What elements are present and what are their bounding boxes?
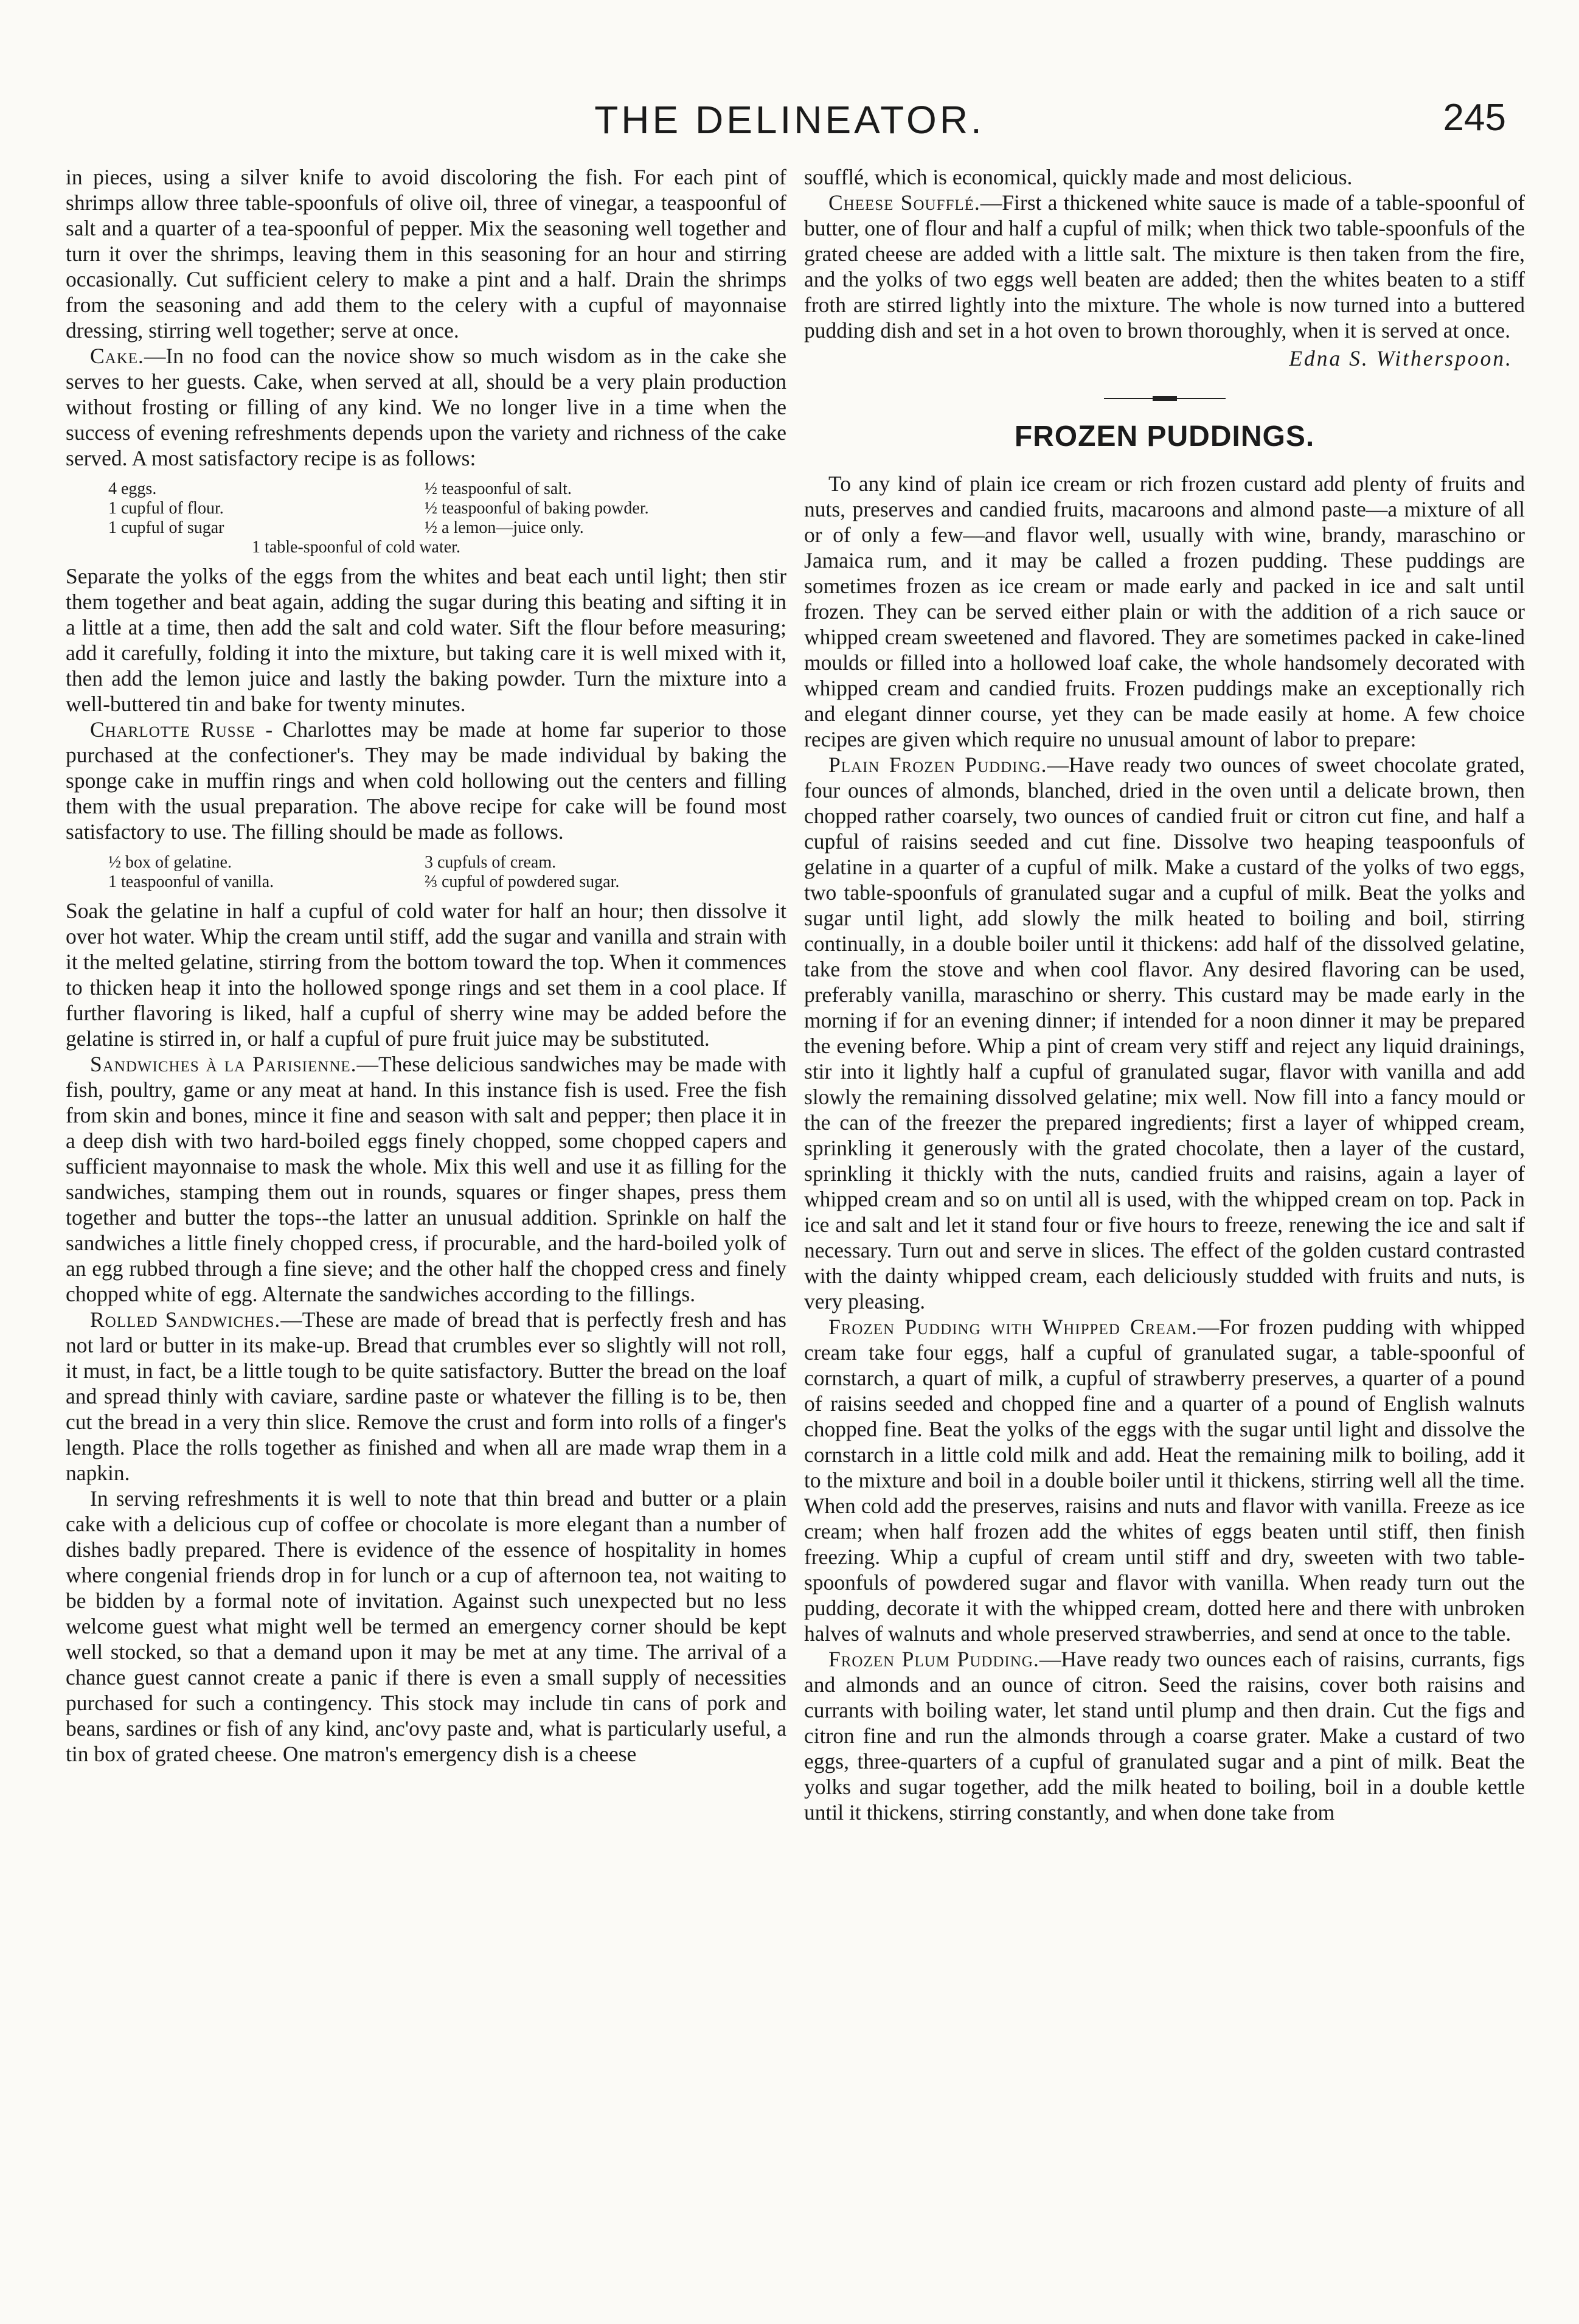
paragraph-souffle: soufflé, which is economical, quickly made and most delicious. bbox=[804, 165, 1353, 189]
cake-text: —In no food can the novice show so much wisdom as in the cake she serves to her guests. Cake, when served at all, should be a very plain production without frosting or filling of any kind. We no longer live in a time when the success of evening refreshments depends upon the variety and richness of the cake served. A most satisfactory recipe is as follows: bbox=[66, 344, 786, 470]
charlotte-label: Charlotte Russe bbox=[90, 717, 255, 742]
paragraph-separate: Separate the yolks of the eggs from the whites and beat each until light; then stir them together and beat again, adding the sugar during this beating and sifting it in a little at a time, then add the salt and cold water. Sift the flour before measuring; add it carefully, folding it into the mixture, but taking care it is well mixed with it, then add the lemon juice and lastly the baking powder. Turn the mixture into a well-buttered tin and bake for twenty minutes. bbox=[66, 564, 786, 716]
ingredient: 4 eggs. bbox=[108, 479, 157, 498]
plain-label: Plain Frozen Pudding. bbox=[828, 753, 1047, 777]
rolled-label: Rolled Sandwiches. bbox=[90, 1307, 281, 1332]
paragraph-whipped-cream bbox=[804, 1314, 1525, 1646]
ingredient: 1 table-spoonful of cold water. bbox=[252, 538, 460, 557]
page-header bbox=[67, 91, 1512, 146]
right-column bbox=[804, 164, 1525, 1825]
sandwiches-label: Sandwiches à la Parisienne. bbox=[90, 1052, 357, 1076]
charlotte-ingredients-list bbox=[66, 844, 786, 898]
ingredient: ½ box of gelatine. bbox=[108, 853, 232, 872]
ingredient: ⅔ cupful of powdered sugar. bbox=[425, 872, 620, 891]
plum-text: —Have ready two ounces each of raisins, currants, figs and almonds and an ounce of citron. Seed the raisins, cover both raisins and currants with boiling water, let stand until plump and then drain. Cut the figs and citron fine and run the almonds through a coarse grater. Make a custard of two eggs, three-quarters of a cupful of granulated sugar and a pint of milk. Beat the yolks and sugar together, add the milk heated to boiling, boil in a double kettle until it thickens, stirring constantly, and when done take from bbox=[804, 1647, 1525, 1825]
cheese-text: —First a thickened white sauce is made of a table-spoonful of butter, one of flour and half a cupful of milk; when thick two table-spoonfuls of the grated cheese are added with a little salt. The mixture is then taken from the fire, and the yolks of two eggs well beaten are added; then the whites beaten to a stiff froth are stirred lightly into the mixture. The whole is now turned into a buttered pudding dish and set in a hot oven to brown thoroughly, when it is served at once. bbox=[804, 190, 1525, 343]
ingredient: 1 cupful of flour. bbox=[108, 499, 224, 518]
paragraph-rolled bbox=[66, 1307, 786, 1486]
ingredient: ½ teaspoonful of baking powder. bbox=[425, 499, 649, 518]
paragraph-shrimps: in pieces, using a silver knife to avoid discoloring the fish. For each pint of shrimps allow three table-spoonfuls of olive oil, three of vinegar, a teaspoonful of salt and a quarter of a tea-spoonful of pepper. Mix the seasoning well together and turn it over the shrimps, leaving them in this seasoning for an hour and stirring occasionally. Cut sufficient celery to make a pint and a half. Drain the shrimps from the seasoning and add them to the celery with a cupful of mayonnaise dressing, stirring well together; serve at once. bbox=[66, 165, 786, 343]
charlotte-text: - Charlottes may be made at home far superior to those purchased at the confectioner's. They may be made individual by baking the sponge cake in muffin rings and when cold hollowing out the centers and filling them with the usual preparation. The above recipe for cake will be found most satisfactory to use. The filling should be made as follows. bbox=[66, 717, 786, 844]
paragraph-plain-frozen bbox=[804, 752, 1525, 1314]
sandwiches-text: —These delicious sandwiches may be made with fish, poultry, game or any meat at hand. In this instance fish is used. Free the fish from skin and bones, mince it fine and season with salt and pepper; then place it in a deep dish with two hard-boiled eggs finely chopped, some chopped capers and sufficient mayonnaise to mask the whole. Mix this well and use it as filling for the sandwiches, stamping them out in rounds, squares or finger shapes, press them together and butter the tops--the latter an unusual addition. Sprinkle on half the sandwiches a little finely chopped cress, if procurable, and the hard-boiled yolk of an egg rubbed through a fine sieve; and the other half the chopped cress and finely chopped white of egg. Alternate the sandwiches according to the fillings. bbox=[66, 1052, 786, 1306]
ingredient: ½ a lemon—juice only. bbox=[425, 518, 584, 537]
ingredient: 3 cupfuls of cream. bbox=[425, 853, 557, 872]
paragraph-charlotte bbox=[66, 717, 786, 844]
section-divider bbox=[1104, 398, 1226, 399]
page-number: 245 bbox=[1443, 97, 1506, 139]
paragraph-sandwiches bbox=[66, 1051, 786, 1307]
ingredient: 1 cupful of sugar bbox=[108, 518, 224, 537]
cake-label: Cake. bbox=[90, 344, 144, 368]
whipped-label: Frozen Pudding with Whipped Cream. bbox=[828, 1315, 1198, 1339]
rolled-text: —These are made of bread that is perfectly fresh and has not lard or butter in its make-up. Bread that crumbles ever so slightly will not roll, it must, in fact, be a little tough to be quite satisfactory. Butter the bread on the loaf and spread thinly with caviare, sardine paste or whatever the filling is to be, then cut the bread in a very thin slice. Remove the crust and form into rolls of a finger's length. Place the rolls together as finished and when all are made wrap them in a napkin. bbox=[66, 1307, 786, 1485]
plain-text: —Have ready two ounces of sweet chocolate grated, four ounces of almonds, blanched, dried in the oven until a delicate brown, then chopped rather coarsely, two ounces of candied fruit or citron cut fine, and half a cupful of raisins seeded and cut fine. Dissolve two heaping teaspoonfuls of gelatine in a quarter of a cupful of milk. Make a custard of the yolks of two eggs, two table-spoonfuls of granulated sugar and a cupful of milk. Beat the yolks and sugar until light, add slowly the milk heated to boiling and boil, stirring continually, in a double boiler until it thickens: add half of the dissolved gelatine, take from the stove and when cool flavor. Any desired flavoring can be used, preferably vanilla, maraschino or sherry. This custard may be made early in the morning if for an evening dinner; if intended for a noon dinner it may be prepared the evening before. Whip a pint of cream very stiff and reject any liquid drainings, stir into it lightly half a cupful of granulated sugar, flavor with vanilla and add slowly the remaining dissolved gelatine; mix well. Now fill into a fancy mould or the can of the freezer the prepared ingredients; first a layer of whipped cream, sprinkling it generously with the grated chocolate, then a layer of the custard, sprinkling it thickly with the nuts, candied fruits and raisins, again a layer of whipped cream and so on until all is used, with the whipped cream on top. Pack in ice and salt and let it stand four or five hours to freeze, renewing the ice and salt if necessary. Turn out and serve in slices. The effect of the golden custard contrasted with the dainty whipped cream, each deliciously studded with fruits and nuts, is very pleasing. bbox=[804, 753, 1525, 1313]
paragraph-plum-pudding bbox=[804, 1646, 1525, 1825]
whipped-text: —For frozen pudding with whipped cream take four eggs, half a cupful of granulated sugar, a table-spoonful of cornstarch, a quart of milk, a cupful of strawberry preserves, a quarter of a pound of raisins seeded and chopped fine and a quarter of a pound of English walnuts chopped fine. Beat the yolks of the eggs with the sugar until light and dissolve the cornstarch in a little cold milk and add. Heat the remaining milk to boiling, add it to the mixture and boil in a double boiler until it thickens, stirring well all the time. When cold add the preserves, raisins and nuts and flavor with vanilla. Freeze as ice cream; when half frozen add the whites of eggs beaten until stiff, then finish freezing. Whip a cupful of cream until stiff and dry, sweeten with two table-spoonfuls of powdered sugar and flavor with vanilla. When ready turn out the pudding, decorate it with the whipped cream, dotted here and there with unbroken halves of walnuts and whole preserved strawberries, and send at once to the table. bbox=[804, 1315, 1525, 1646]
ingredient: ½ teaspoonful of salt. bbox=[425, 479, 572, 498]
cheese-label: Cheese Soufflé. bbox=[828, 190, 980, 215]
ingredient: 1 teaspoonful of vanilla. bbox=[108, 872, 274, 891]
left-column bbox=[66, 164, 786, 1767]
paragraph-serving: In serving refreshments it is well to note that thin bread and butter or a plain cake with a delicious cup of coffee or chocolate is more elegant than a number of dishes badly prepared. There is evidence of the essence of hospitality in homes where congenial friends drop in for lunch or a cup of afternoon tea, not waiting to be bidden by a formal note of invitation. Against such unexpected but no less welcome guest what might well be termed an emergency corner should be kept well stocked, so that a demand upon it may be met at any time. The arrival of a chance guest cannot create a panic if there is even a small supply of necessities purchased for such a contingency. This stock may include tin cans of pork and beans, sardines or fish of any kind, anc'ovy paste and, what is particularly useful, a tin box of grated cheese. One matron's emergency dish is a cheese bbox=[66, 1486, 786, 1766]
magazine-title: THE DELINEATOR. bbox=[594, 98, 985, 142]
section-heading: FROZEN PUDDINGS. bbox=[1014, 420, 1315, 453]
paragraph-cheese bbox=[804, 190, 1525, 343]
plum-label: Frozen Plum Pudding. bbox=[828, 1647, 1039, 1671]
paragraph-cake bbox=[66, 343, 786, 471]
author-signature: Edna S. Witherspoon. bbox=[1289, 346, 1513, 371]
cake-ingredients-list bbox=[66, 471, 786, 563]
paragraph-intro: To any kind of plain ice cream or rich frozen custard add plenty of fruits and nuts, preserves and candied fruits, macaroons and almond paste—a mixture of all or of only a few—and flavor well, usually with wine, brandy, maraschino or Jamaica rum, and it may be called a frozen pudding. These puddings are sometimes frozen as ice cream or made early and packed in ice and salt until frozen. They can be served either plain or with the addition of a rich sauce or whipped cream sweetened and flavored. They are sometimes packed in cake-lined moulds or filled into a hollowed loaf cake, the whole handsomely decorated with whipped cream and candied fruits. Frozen puddings make an exceptionally rich and elegant dinner course, yet they can be made easily at home. A few choice recipes are given which require no unusual amount of labor to prepare: bbox=[804, 471, 1525, 751]
paragraph-soak: Soak the gelatine in half a cupful of cold water for half an hour; then dissolve it over hot water. Whip the cream until stiff, add the sugar and vanilla and strain with it the melted gelatine, stirring from the bottom toward the top. When it commences to thicken heap it into the hollowed sponge rings and set them in a cool place. If further flavoring is liked, half a cupful of sherry wine may be added before the gelatine is stirred in, or half a cupful of pure fruit juice may be substituted. bbox=[66, 899, 786, 1051]
